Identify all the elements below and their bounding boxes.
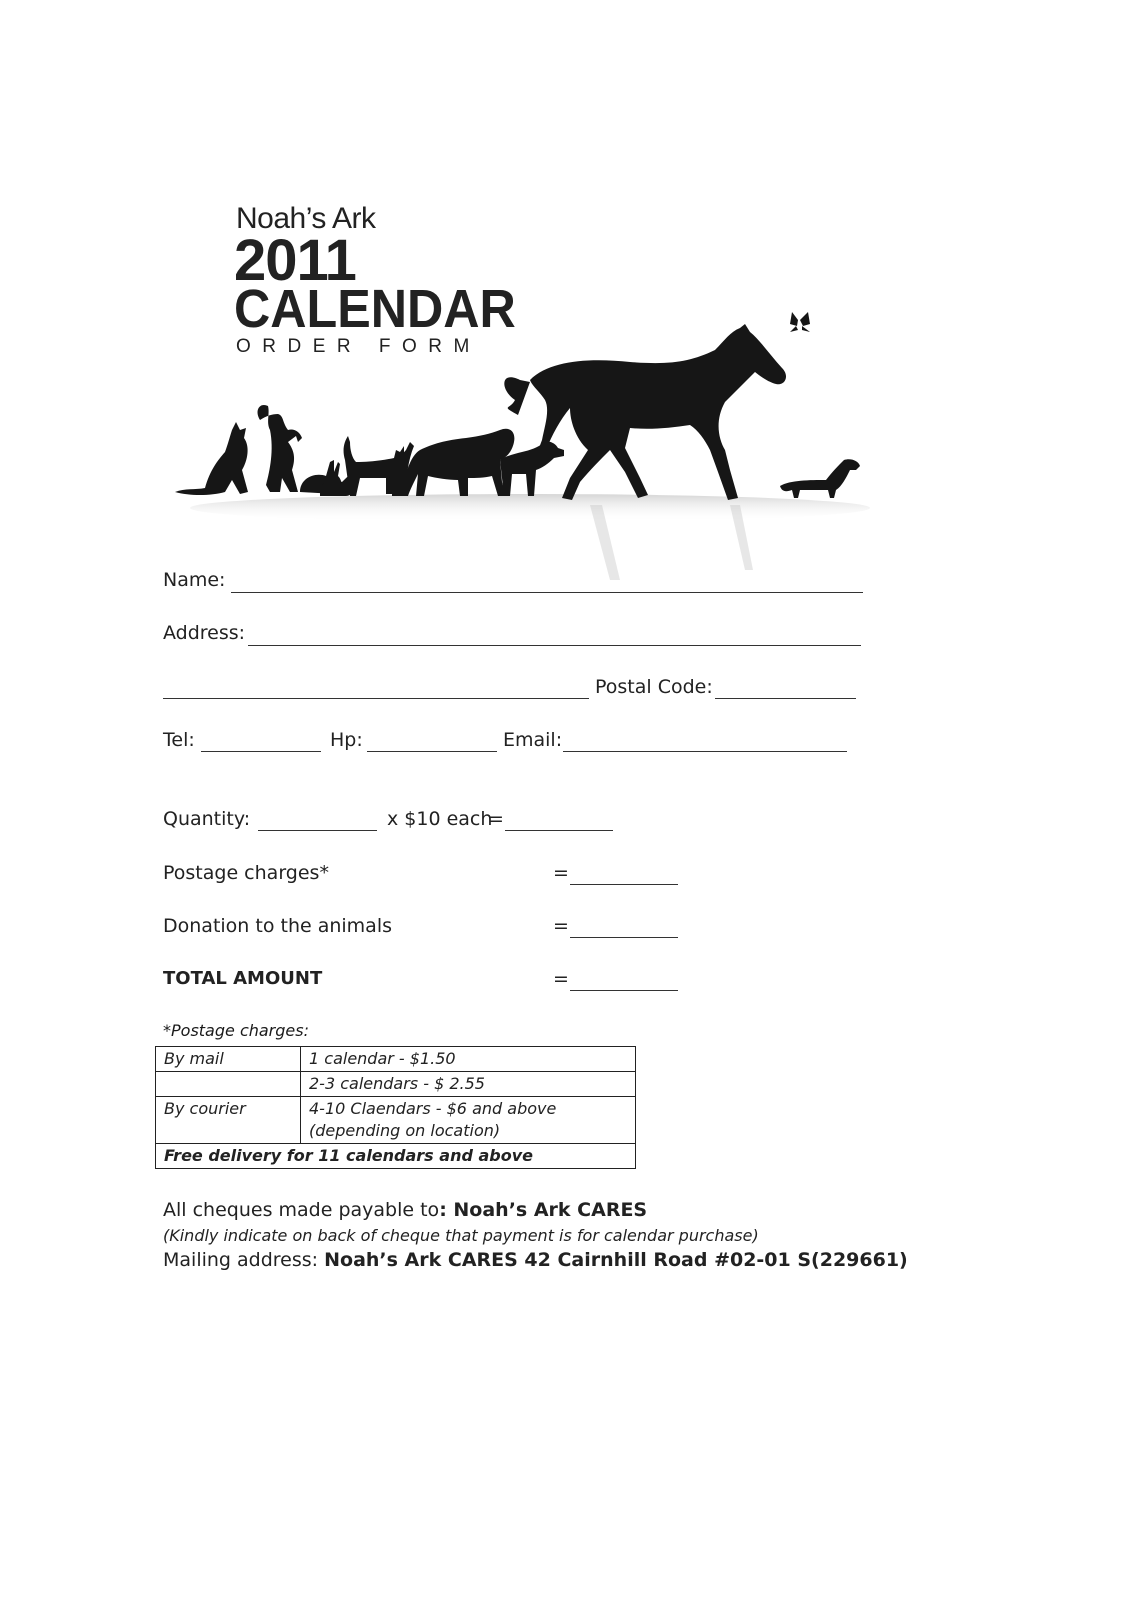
postage-method: By mail — [156, 1047, 301, 1072]
brand-name: Noah’s Ark — [236, 202, 376, 235]
cheque-prefix: All cheques made payable to — [163, 1199, 440, 1221]
free-delivery-note: Free delivery for 11 calendars and above — [156, 1144, 636, 1169]
monkey-silhouette — [258, 405, 302, 492]
total-field[interactable] — [570, 990, 678, 991]
equals-sign: = — [488, 808, 504, 830]
postage-detail-line: 4-10 Claendars - $6 and above — [309, 1099, 557, 1118]
calendar-title: CALENDAR — [234, 279, 516, 339]
cheque-line — [163, 1199, 647, 1221]
equals-sign: = — [553, 915, 569, 937]
mailing-line — [163, 1249, 908, 1271]
order-form-subtitle: ORDER FORM — [236, 336, 481, 357]
mailing-address: Noah’s Ark CARES 42 Cairnhill Road #02-01 S(229661) — [324, 1249, 908, 1271]
postage-field[interactable] — [570, 884, 678, 885]
table-row — [156, 1097, 636, 1144]
postage-method — [156, 1072, 301, 1097]
postal-code-label: Postal Code: — [595, 676, 713, 698]
name-label: Name: — [163, 569, 226, 591]
quantity-label: Quantity: — [163, 808, 251, 830]
equals-sign: = — [553, 862, 569, 884]
postage-table — [155, 1046, 636, 1169]
postal-code-field[interactable] — [715, 698, 856, 699]
table-row — [156, 1144, 636, 1169]
quantity-field[interactable] — [258, 830, 377, 831]
postage-label: Postage charges* — [163, 862, 329, 884]
dachshund-silhouette — [780, 459, 860, 498]
postage-table-title: *Postage charges: — [163, 1021, 309, 1040]
butterfly-icon — [790, 312, 810, 332]
postage-detail: 1 calendar - $1.50 — [301, 1047, 636, 1072]
horse-silhouette — [504, 324, 786, 500]
table-row — [156, 1047, 636, 1072]
address-field[interactable] — [248, 645, 861, 646]
equals-sign: = — [553, 968, 569, 990]
hp-label: Hp: — [330, 729, 363, 751]
email-field[interactable] — [563, 751, 847, 752]
cheque-payee: : Noah’s Ark CARES — [439, 1199, 648, 1221]
cheque-note: (Kindly indicate on back of cheque that payment is for calendar purchase) — [163, 1226, 759, 1245]
tel-label: Tel: — [163, 729, 195, 751]
calendar-year: 2011 — [234, 228, 356, 293]
cat-silhouette — [175, 422, 248, 495]
donation-field[interactable] — [570, 937, 678, 938]
animal-silhouettes-illustration — [170, 310, 870, 600]
subtotal-field[interactable] — [505, 830, 613, 831]
hp-field[interactable] — [367, 751, 497, 752]
postage-detail — [301, 1097, 636, 1144]
total-label: TOTAL AMOUNT — [163, 968, 323, 989]
table-row — [156, 1072, 636, 1097]
postage-method: By courier — [156, 1097, 301, 1144]
dogs-silhouette — [392, 429, 564, 496]
postage-detail-note: (depending on location) — [309, 1121, 501, 1140]
donation-label: Donation to the animals — [163, 915, 393, 937]
price-text: x $10 each — [387, 808, 493, 830]
tel-field[interactable] — [201, 751, 321, 752]
address-label: Address: — [163, 622, 246, 644]
mailing-prefix: Mailing address: — [163, 1249, 319, 1271]
address-line-2-field[interactable] — [163, 698, 589, 699]
postage-detail: 2-3 calendars - $ 2.55 — [301, 1072, 636, 1097]
email-label: Email: — [503, 729, 563, 751]
name-field[interactable] — [231, 592, 863, 593]
